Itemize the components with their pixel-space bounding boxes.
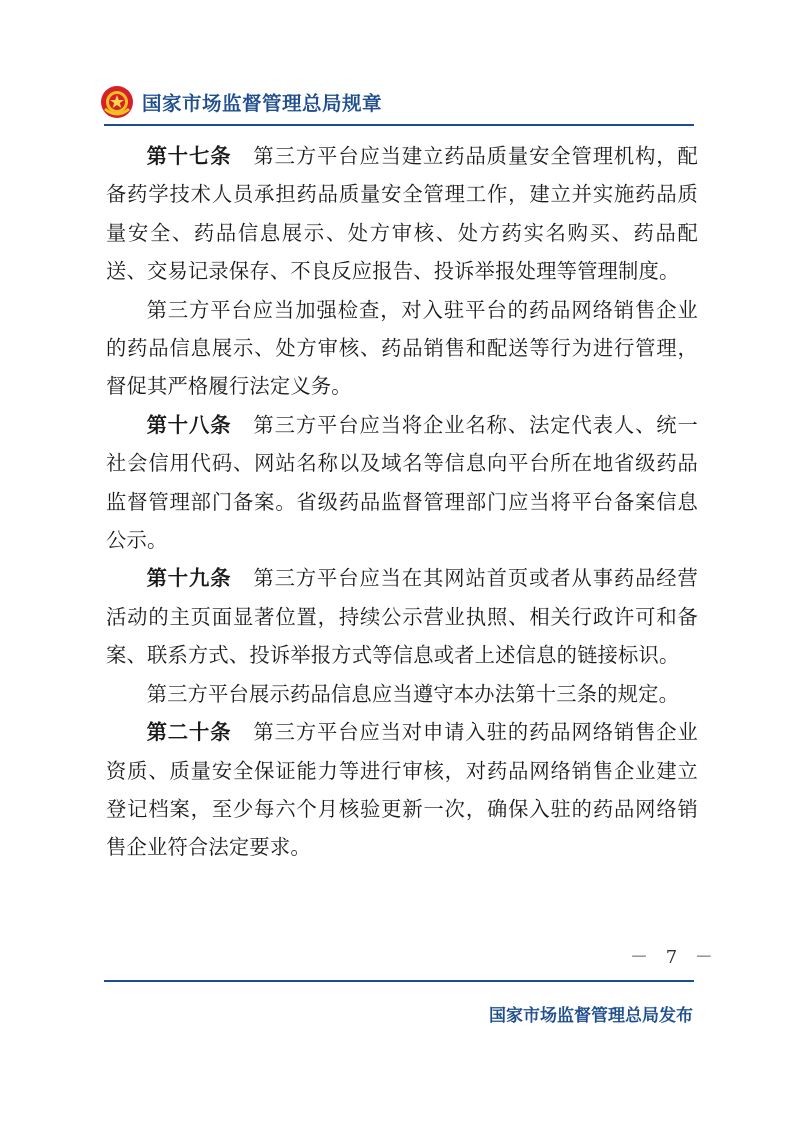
article-text: 第三方平台应当对申请入驻的药品网络销售企业资质、质量安全保证能力等进行审核，对药品网络销售企业建立登记档案，至少每六个月核验更新一次，确保入驻的药品网络销售企业符合法定要求。 [106, 720, 698, 860]
footer-publisher: 国家市场监督管理总局发布 [489, 1006, 693, 1026]
article-text: 第三方平台应当将企业名称、法定代表人、统一社会信用代码、网站名称以及域名等信息向平台所在地省级药品监督管理部门备案。省级药品监督管理部门应当将平台备案信息公示。 [106, 412, 698, 553]
national-emblem-icon [100, 85, 134, 119]
document-body [106, 137, 698, 867]
article-paragraph [106, 713, 698, 867]
article-text: 第三方平台应当在其网站首页或者从事药品经营活动的主页面显著位置，持续公示营业执照、相关行政许可和备案、联系方式、投诉举报方式等信息或者上述信息的链接标识。 [106, 566, 698, 668]
page-number: － 7 － [630, 947, 719, 968]
article-heading: 第十八条 [146, 412, 232, 437]
header-divider [104, 124, 694, 126]
article-heading: 第十九条 [146, 566, 232, 591]
article-paragraph [106, 675, 698, 713]
footer-divider [104, 980, 694, 982]
document-header [100, 84, 382, 120]
article-paragraph [106, 137, 698, 291]
header-title: 国家市场监督管理总局规章 [142, 92, 383, 115]
article-heading: 第十七条 [146, 144, 232, 168]
article-text: 第三方平台应当加强检查，对入驻平台的药品网络销售企业的药品信息展示、处方审核、药品销售和配送等行为进行管理，督促其严格履行法定义务。 [106, 297, 698, 399]
article-paragraph [106, 406, 698, 560]
article-text: 第三方平台应当建立药品质量安全管理机构，配备药学技术人员承担药品质量安全管理工作，建立并实施药品质量安全、药品信息展示、处方审核、处方药实名购买、药品配送、交易记录保存、不良反应报告、投诉举报处理等管理制度。 [106, 144, 698, 284]
article-text: 第三方平台展示药品信息应当遵守本办法第十三条的规定。 [146, 681, 680, 706]
article-heading: 第二十条 [146, 720, 232, 745]
article-paragraph [106, 291, 698, 406]
article-paragraph [106, 559, 698, 674]
